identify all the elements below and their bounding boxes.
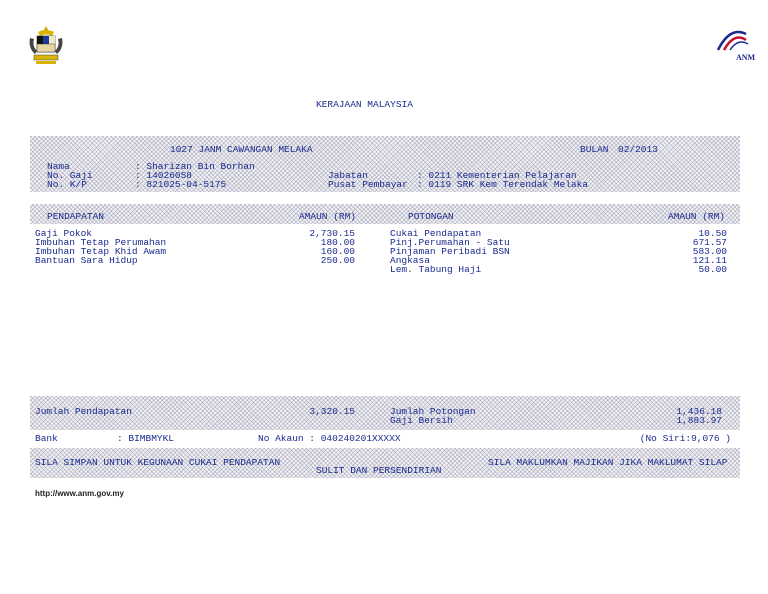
deduction-item-label: Angkasa (390, 255, 430, 266)
paycentre-label: Pusat Pembayar (328, 179, 408, 190)
salary-no-label: No. Gaji (47, 170, 93, 181)
salary-no-value: : 14026058 (135, 170, 193, 181)
deduction-item-label: Pinjaman Peribadi BSN (390, 246, 510, 257)
income-item-label: Bantuan Sara Hidup (35, 255, 138, 266)
bank-value: : BIMBMYKL (117, 433, 175, 444)
income-item-label: Gaji Pokok (35, 228, 93, 239)
department-value: : 0211 Kementerian Pelajaran (417, 170, 577, 181)
bank-label: Bank (35, 433, 58, 444)
website-url[interactable]: http://www.anm.gov.my (35, 489, 124, 498)
deduction-amount-header: AMAUN (RM) (668, 211, 726, 222)
serial-number: (No Siri:9,076 ) (639, 433, 731, 444)
name-label: Nama (47, 161, 70, 172)
office-name: 1027 JANM CAWANGAN MELAKA (170, 144, 313, 155)
deduction-item-amount: 50.00 (698, 264, 727, 275)
column-header-band (30, 204, 740, 224)
deduction-total-value: 1,436.18 (676, 406, 722, 417)
deduction-item-amount: 10.50 (698, 228, 727, 239)
anm-logo-text: ANM (736, 53, 756, 62)
income-total-value: 3,320.15 (309, 406, 355, 417)
income-item-label: Imbuhan Tetap Perumahan (35, 237, 167, 248)
deduction-total-label: Jumlah Potongan (390, 406, 476, 417)
department-label: Jabatan (328, 170, 368, 181)
paycentre-value: : 0119 SRK Kem Terendak Melaka (417, 179, 589, 190)
anm-logo-icon (712, 20, 760, 64)
income-item-amount: 160.00 (320, 246, 355, 257)
income-item-amount: 2,730.15 (309, 228, 355, 239)
name-value: : Sharizan Bin Borhan (135, 161, 255, 172)
deduction-item-amount: 671.57 (692, 237, 727, 248)
net-salary-value: 1,883.97 (676, 415, 722, 426)
month-value: 02/2013 (618, 144, 658, 155)
ic-value: : 821025-04-5175 (135, 179, 227, 190)
income-total-label: Jumlah Pendapatan (35, 406, 132, 417)
income-header: PENDAPATAN (47, 211, 105, 222)
deduction-item-amount: 583.00 (692, 246, 727, 257)
deduction-item-label: Pinj.Perumahan - Satu (390, 237, 510, 248)
correction-note: SILA MAKLUMKAN MAJIKAN JIKA MAKLUMAT SILAP (488, 457, 728, 468)
month-label: BULAN (580, 144, 609, 155)
income-amount-header: AMAUN (RM) (299, 211, 357, 222)
income-item-label: Imbuhan Tetap Khid Awam (35, 246, 167, 257)
net-salary-label: Gaji Bersih (390, 415, 453, 426)
income-item-amount: 250.00 (320, 255, 355, 266)
confidential-label: SULIT DAN PERSENDIRIAN (316, 465, 442, 476)
account-number: No Akaun : 040240201XXXXX (258, 433, 401, 444)
tax-note: SILA SIMPAN UNTUK KEGUNAAN CUKAI PENDAPATAN (35, 457, 281, 468)
deduction-item-label: Cukai Pendapatan (390, 228, 482, 239)
ic-label: No. K/P (47, 179, 87, 190)
malaysia-coat-of-arms-icon (26, 24, 66, 68)
income-item-amount: 180.00 (320, 237, 355, 248)
page-title: KERAJAAN MALAYSIA (316, 99, 413, 110)
deduction-item-label: Lem. Tabung Haji (390, 264, 482, 275)
deductions-header: POTONGAN (408, 211, 454, 222)
deduction-item-amount: 121.11 (692, 255, 727, 266)
